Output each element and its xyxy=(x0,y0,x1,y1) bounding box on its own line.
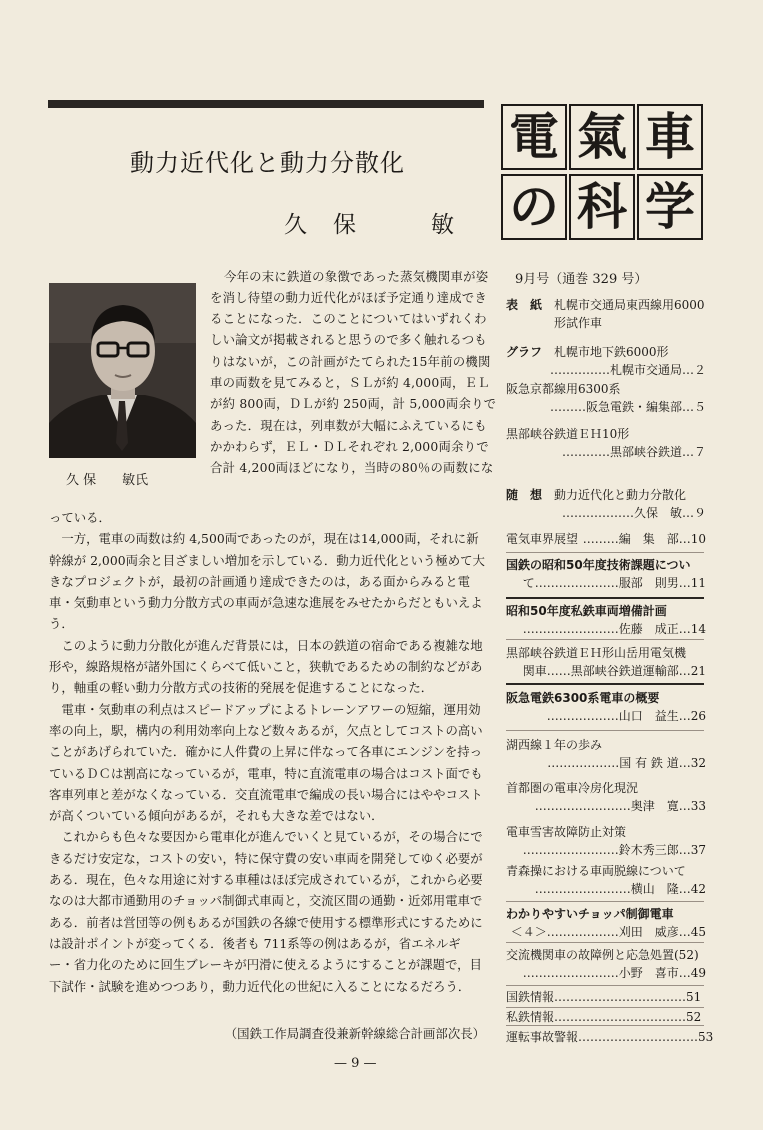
text-line: りはないが，この計画がたてられた15年前の機関 xyxy=(210,354,491,369)
toc-entry[interactable] xyxy=(506,296,706,332)
toc-label: 表 紙 xyxy=(506,298,543,312)
paragraph: っている． xyxy=(49,510,111,525)
toc-entry[interactable] xyxy=(506,425,706,461)
toc-leader: ………………国 有 鉄 道…32 xyxy=(547,756,706,770)
masthead-char: 学 xyxy=(637,174,703,240)
toc-title: 湖西線１年の歩み xyxy=(506,738,603,752)
toc-title: 運転事故警報…………………………53 xyxy=(506,1030,714,1044)
toc-entry[interactable] xyxy=(506,1008,706,1026)
article-body xyxy=(49,507,485,997)
toc-title: 電車雪害故障防止対策 xyxy=(506,825,627,839)
masthead-char: 電 xyxy=(501,104,567,170)
toc-title: 阪急京都線用6300系 xyxy=(506,382,621,396)
toc-divider xyxy=(506,639,704,640)
toc-leader: ……………………奥津 寛…33 xyxy=(534,799,706,813)
text-line: かかわらず，ＥＬ・ＤＬそれぞれ 2,000両余りで xyxy=(210,439,489,454)
toc-title: 札幌市地下鉄6000形 xyxy=(554,345,669,359)
article-author: 久保 敏 xyxy=(284,212,480,238)
toc-entry[interactable] xyxy=(506,556,706,592)
paragraph: このように動力分散化が進んだ背景には，日本の鉄道の宿命である複雑な地形や，線路規格が諸外国にくらべて低いこと，狭軌であるための制約などがあり，軸重の軽い動力分散方式の技術的発展を促進することになった． xyxy=(49,637,483,696)
toc-entry[interactable] xyxy=(506,1028,714,1046)
toc-entry[interactable] xyxy=(506,862,706,898)
masthead-char: 車 xyxy=(637,104,703,170)
toc-entry[interactable] xyxy=(506,779,706,815)
toc-title: 交流機関車の故障例と応急処置(52) xyxy=(506,948,699,962)
toc-entry[interactable] xyxy=(506,905,706,941)
toc-divider xyxy=(506,683,704,685)
text-line: あった．現在は，列車数が大幅にふえているにも xyxy=(210,418,487,433)
portrait-image xyxy=(49,283,196,458)
author-photo xyxy=(49,283,196,458)
toc-leader: 関車……黒部峡谷鉄道運輸部…21 xyxy=(522,664,706,678)
toc-divider xyxy=(506,901,704,902)
toc-entry[interactable] xyxy=(506,823,706,859)
toc-leader: ……………………佐藤 成正…14 xyxy=(522,622,706,636)
paragraph: これからも色々な要因から電車化が進んでいくと見ているが，その場合にできるだけ安定な，コストの安い，特に保守費の安い車両を開発してゆく必要がある．現在，色々な用途に対する車種はほぼ完成されているが，これから必要なのは大都市通勤用のチョッパ制御式車両と，交流区間の通勤・近郊用電車である．前者は営団等の例もあるが国鉄の各線で使用する標準形式にするためには設計ポイントが変ってくる．後者も 711系等の例はあるが，省エネルギー・省力化のために回生ブレーキが円滑に使えるようにすることが課題で，目下試作・試験を進めつつあり，動力近代化の世紀に入ることになるだろう． xyxy=(49,829,483,994)
text-line: しい論文が掲載されると思うので多く触れるつも xyxy=(210,332,487,347)
toc-entry[interactable] xyxy=(506,946,706,982)
toc-entry[interactable] xyxy=(506,689,706,725)
article-title: 動力近代化と動力分散化 xyxy=(130,149,405,177)
issue-number: 9月号（通巻 329 号） xyxy=(515,272,648,287)
toc-divider xyxy=(506,1025,704,1026)
magazine-masthead xyxy=(501,104,703,242)
toc-leader: ＜４＞………………刈田 威彦…45 xyxy=(510,925,706,939)
toc-title: 昭和50年度私鉄車両増備計画 xyxy=(506,604,667,618)
toc-leader: ………阪急電鉄・編集部…５ xyxy=(549,400,706,414)
toc-title: 私鉄情報……………………………52 xyxy=(506,1010,702,1024)
toc-title: 電気車界展望 xyxy=(506,532,579,546)
text-line: ることになった．このことについてはいずれくわ xyxy=(210,311,487,326)
toc-title: 首都圏の電車冷房化現況 xyxy=(506,781,639,795)
toc-leader: て…………………服部 則男…11 xyxy=(522,576,706,590)
toc-entry[interactable] xyxy=(506,343,706,379)
toc-divider xyxy=(506,552,704,553)
author-affiliation: （国鉄工作局調査役兼新幹線総合計画部次長） xyxy=(224,1026,485,1041)
toc-label: グラフ xyxy=(506,345,543,359)
header-rule xyxy=(48,100,484,108)
page-number: — 9 — xyxy=(334,1056,377,1071)
text-line: が約 800両，ＤＬが約 250両，計 5,000両余りで xyxy=(210,396,497,411)
toc-title: 札幌市交通局東西線用6000 xyxy=(554,298,705,312)
masthead-char: の xyxy=(501,174,567,240)
toc-divider xyxy=(506,597,704,599)
toc-title: 国鉄の昭和50年度技術課題につい xyxy=(506,558,691,572)
toc-leader: ………………久保 敏…９ xyxy=(561,506,706,520)
toc-divider xyxy=(506,985,704,986)
toc-divider xyxy=(506,942,704,943)
text-line: 車の両数を見てみると，ＳＬが約 4,000両，ＥＬ xyxy=(210,375,490,390)
toc-title: 黒部峡谷鉄道ＥＨ形山岳用電気機 xyxy=(506,646,687,660)
paragraph: 電車・気動車の利点はスピードアップによるトレーンアワーの短縮，運用効率の向上，駅，構内の利用効率向上など数々あるが，欠点としてコストの高いことがあげられていた．確かに人件費の上昇に伴なって各車にエンジンを持っているＤＣは割高になっているが，電車，特に直流電車の場合はコスト面でも客車列車と差がなくなっている．交直流電車で編成の長い場合にはややコストが高くついている傾向があるが，それも大きな差ではない． xyxy=(49,701,483,824)
toc-title: 阪急電鉄6300系電車の概要 xyxy=(506,691,660,705)
toc-divider xyxy=(506,730,704,731)
toc-leader: ……………………横山 隆…42 xyxy=(534,882,706,896)
photo-caption: 久 保 敏氏 xyxy=(66,473,149,488)
toc-leader: ……………札幌市交通局…２ xyxy=(549,363,706,377)
toc-title: 動力近代化と動力分散化 xyxy=(554,488,687,502)
toc-leader: ……………………小野 喜市…49 xyxy=(522,966,706,980)
toc-entry[interactable] xyxy=(506,988,706,1006)
toc-entry[interactable] xyxy=(506,380,706,416)
toc-leader: …………黒部峡谷鉄道…７ xyxy=(561,445,706,459)
toc-title: 形試作車 xyxy=(554,316,603,330)
toc-leader: ………………山口 益生…26 xyxy=(546,709,706,723)
toc-leader: ………編 集 部…10 xyxy=(582,532,706,546)
toc-title: 青森操における車両脱線について xyxy=(506,864,686,878)
paragraph: 一方，電車の両数は約 4,500両であったのが，現在は14,000両，それに新幹線が 2,000両余と目ざましい増加を示している．動力近代化という極めて大きなプロジェクトが，最初の計画通り達成できたのは，ある面からみると電車・気動車という動力分散方式の車両が急速な進展をみせたからだともいえよう． xyxy=(49,531,485,632)
masthead-char: 科 xyxy=(569,174,635,240)
text-line: を消し待望の動力近代化がほぼ予定通り達成でき xyxy=(210,290,487,305)
toc-label: 随 想 xyxy=(506,488,543,502)
toc-entry-leader xyxy=(506,530,706,548)
toc-entry[interactable] xyxy=(506,644,706,680)
toc-entry[interactable] xyxy=(506,602,706,638)
text-line: 合計 4,200両ほどになり，当時の80％の両数にな xyxy=(210,460,494,475)
toc-entry[interactable] xyxy=(506,736,706,772)
toc-entry[interactable] xyxy=(506,486,706,522)
toc-title: 国鉄情報……………………………51 xyxy=(506,990,702,1004)
toc-title: わかりやすいチョッパ制御電車 xyxy=(506,907,674,921)
toc-leader: ……………………鈴木秀三郎…37 xyxy=(522,843,706,857)
masthead-char: 氣 xyxy=(569,104,635,170)
toc-title: 黒部峡谷鉄道ＥＨ10形 xyxy=(506,427,630,441)
text-line: 今年の末に鉄道の象徴であった蒸気機関車が姿 xyxy=(224,269,489,284)
